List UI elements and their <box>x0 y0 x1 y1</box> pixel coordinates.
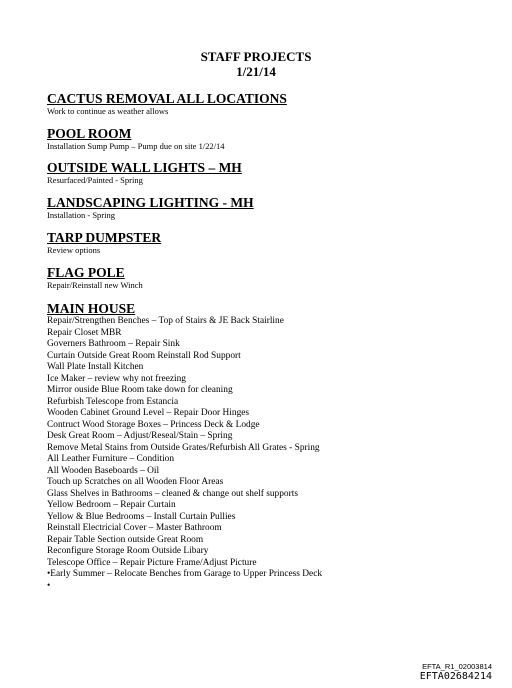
list-item: Desk Great Room – Adjust/Reseal/Stain – Spring <box>47 431 233 441</box>
section-title: POOL ROOM <box>47 126 132 141</box>
list-item: Repair Closet MBR <box>47 327 122 338</box>
list-item: Repair Table Section outside Great Room <box>47 534 204 545</box>
section-outside-wall-lights <box>47 160 487 186</box>
list-item: Repair/Strengthen Benches – Top of Stairs & JE Back Stairline <box>47 316 284 326</box>
list-item: Contruct Wood Storage Boxes – Princess Deck & Lodge <box>47 419 260 430</box>
list-item: Mirror ouside Blue Room take down for cleaning <box>47 385 233 395</box>
list-item: Ice Maker – review why not freezing <box>47 373 186 384</box>
document-reference-1: EFTA_R1_02003814 <box>422 662 492 671</box>
section-note: Review options <box>47 245 101 255</box>
section-title: OUTSIDE WALL LIGHTS – MH <box>47 160 242 175</box>
list-item: Governers Bathroom – Repair Sink <box>47 339 180 349</box>
list-item: Reinstall Electricial Cover – Master Bathroom <box>47 523 222 533</box>
section-title: CACTUS REMOVAL ALL LOCATIONS <box>47 91 287 106</box>
section-cactus-removal <box>47 91 487 117</box>
section-note: Repair/Reinstall new Winch <box>47 280 143 290</box>
list-item: All Leather Furniture – Condition <box>47 454 175 464</box>
list-item: Curtain Outside Great Room Reinstall Rod Support <box>47 350 241 361</box>
list-item: Wall Plate Install Kitchen <box>47 362 144 372</box>
list-item: Glass Shelves in Bathrooms – cleaned & change out shelf supports <box>47 488 298 499</box>
section-pool-room <box>47 126 487 152</box>
list-item: Refurbish Telescope from Estancia <box>47 396 179 407</box>
section-note: Installation Sump Pump – Pump due on site 1/22/14 <box>47 141 225 151</box>
list-item: •Early Summer – Relocate Benches from Garage to Upper Princess Deck <box>47 569 323 579</box>
list-item: All Wooden Baseboards – Oil <box>47 465 160 476</box>
section-flag-pole <box>47 265 487 291</box>
section-landscaping-lighting <box>47 195 487 221</box>
section-note: Work to continue as weather allows <box>47 106 169 116</box>
list-item: Touch up Scratches on all Wooden Floor Areas <box>47 477 224 487</box>
main-house-title: MAIN HOUSE <box>47 301 136 316</box>
list-item: Yellow & Blue Bedrooms – Install Curtain Pullies <box>47 511 236 522</box>
page-date: 1/21/14 <box>236 64 276 79</box>
list-item: Reconfigure Storage Room Outside Libary <box>47 546 209 556</box>
main-house-list <box>47 316 487 592</box>
section-note: Resurfaced/Painted - Spring <box>47 175 143 185</box>
page-title: STAFF PROJECTS <box>200 49 312 64</box>
list-item: Remove Metal Stains from Outside Grates/Refurbish All Grates - Spring <box>47 442 320 453</box>
list-item: Wooden Cabinet Ground Level – Repair Door Hinges <box>47 408 250 418</box>
list-item: • <box>47 580 51 591</box>
list-item: Yellow Bedroom – Repair Curtain <box>47 500 176 510</box>
section-title: LANDSCAPING LIGHTING - MH <box>47 195 254 210</box>
section-tarp-dumpster <box>47 230 487 256</box>
section-title: TARP DUMPSTER <box>47 230 162 245</box>
section-title: FLAG POLE <box>47 265 125 280</box>
list-item: Telescope Office – Repair Picture Frame/Adjust Picture <box>47 557 257 568</box>
document-reference-2: EFTA02684214 <box>419 671 492 682</box>
section-note: Installation - Spring <box>47 210 115 220</box>
